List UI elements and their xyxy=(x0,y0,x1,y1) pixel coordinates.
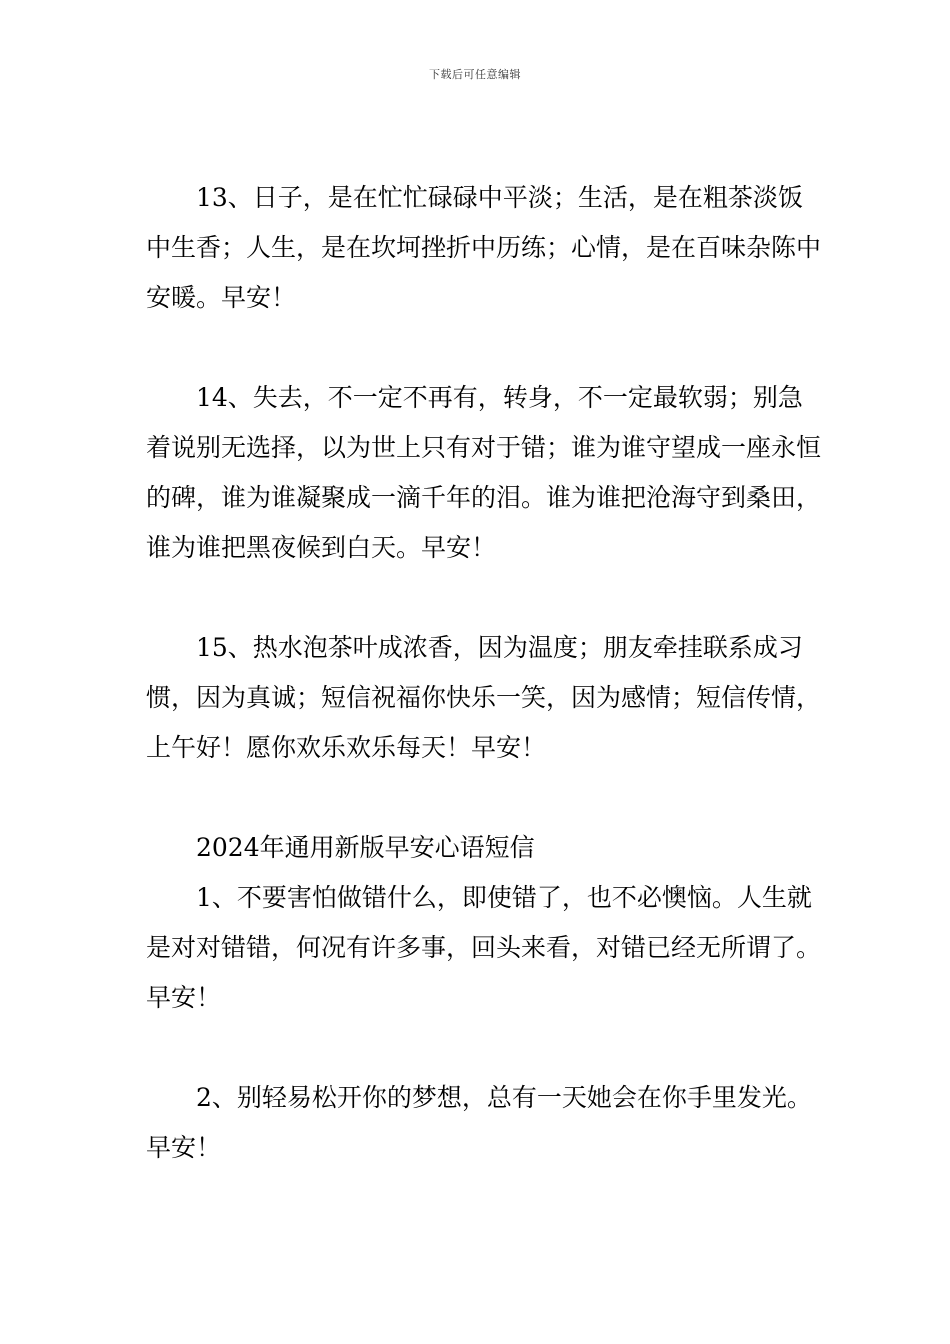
paragraph-2: 2、别轻易松开你的梦想，总有一天她会在你手里发光。早安！ xyxy=(146,1083,812,1162)
paragraph-14: 14、失去，不一定不再有，转身，不一定最软弱；别急着说别无选择，以为世上只有对于错；谁为谁守望成一座永恒的碑，谁为谁凝聚成一滴千年的泪。谁为谁把沧海守到桑田，谁为谁把黑夜候到白天。早安！ xyxy=(146,383,822,562)
paragraph-1: 1、不要害怕做错什么，即使错了，也不必懊恼。人生就是对对错错，何况有许多事，回头来看，对错已经无所谓了。早安！ xyxy=(146,883,822,1012)
paragraph-15: 15、热水泡茶叶成浓香，因为温度；朋友牵挂联系成习惯，因为真诚；短信祝福你快乐一笑，因为感情；短信传情，上午好！愿你欢乐欢乐每天！早安！ xyxy=(146,633,822,762)
paragraph-gap xyxy=(146,323,826,373)
paragraph-gap xyxy=(146,773,826,823)
paragraph-gap xyxy=(146,1023,826,1073)
paragraph-13: 13、日子，是在忙忙碌碌中平淡；生活，是在粗茶淡饭中生香；人生，是在坎坷挫折中历练；心情，是在百味杂陈中安暖。早安！ xyxy=(146,183,822,312)
paragraph-gap xyxy=(146,573,826,623)
section-title: 2024年通用新版早安心语短信 xyxy=(196,833,535,862)
page-header: 下载后可任意编辑 xyxy=(429,68,521,81)
document-body xyxy=(146,173,826,1173)
